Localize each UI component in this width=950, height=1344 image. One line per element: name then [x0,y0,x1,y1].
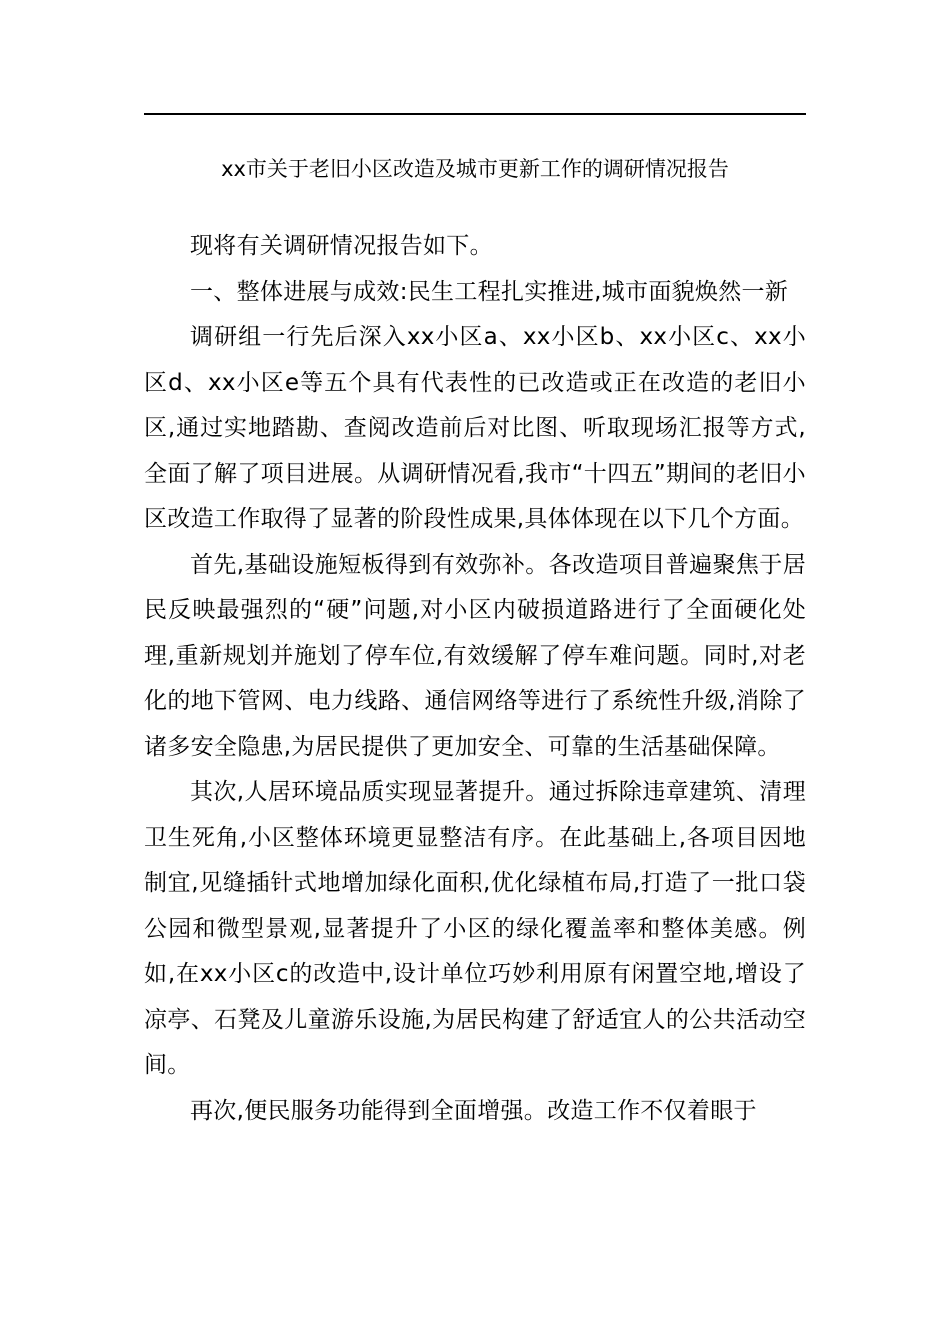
document-body [144,224,806,1134]
section-heading-1: 一、整体进展与成效:民生工程扎实推进,城市面貌焕然一新 [190,278,789,305]
document-title: xx市关于老旧小区改造及城市更新工作的调研情况报告 [221,157,729,181]
paragraph-services: 再次,便民服务功能得到全面增强。改造工作不仅着眼于 [190,1097,757,1124]
paragraph-intro: 现将有关调研情况报告如下。 [190,233,493,259]
paragraph-environment: 其次,人居环境品质实现显著提升。通过拆除违章建筑、清理卫生死角,小区整体环境更显整洁有序。在此基础上,各项目因地制宜,见缝插针式地增加绿化面积,优化绿植布局,打造了一批口袋公园和微型景观,显著提升了小区的绿化覆盖率和整体美感。例如,在xx小区c的改造中,设计单位巧妙利用原有闲置空地,增设了凉亭、石凳及儿童游乐设施,为居民构建了舒适宜人的公共活动空间。 [144,779,806,1078]
paragraph-survey: 调研组一行先后深入xx小区a、xx小区b、xx小区c、xx小区d、xx小区e等五个具有代表性的已改造或正在改造的老旧小区,通过实地踏勘、查阅改造前后对比图、听取现场汇报等方式,全面了解了项目进展。从调研情况看,我市“十四五”期间的老旧小区改造工作取得了显著的阶段性成果,具体体现在以下几个方面。 [144,324,806,532]
header-rule [144,113,806,115]
paragraph-infrastructure: 首先,基础设施短板得到有效弥补。各改造项目普遍聚焦于居民反映最强烈的“硬”问题,对小区内破损道路进行了全面硬化处理,重新规划并施划了停车位,有效缓解了停车难问题。同时,对老化的地下管网、电力线路、通信网络等进行了系统性升级,消除了诸多安全隐患,为居民提供了更加安全、可靠的生活基础保障。 [144,551,806,760]
